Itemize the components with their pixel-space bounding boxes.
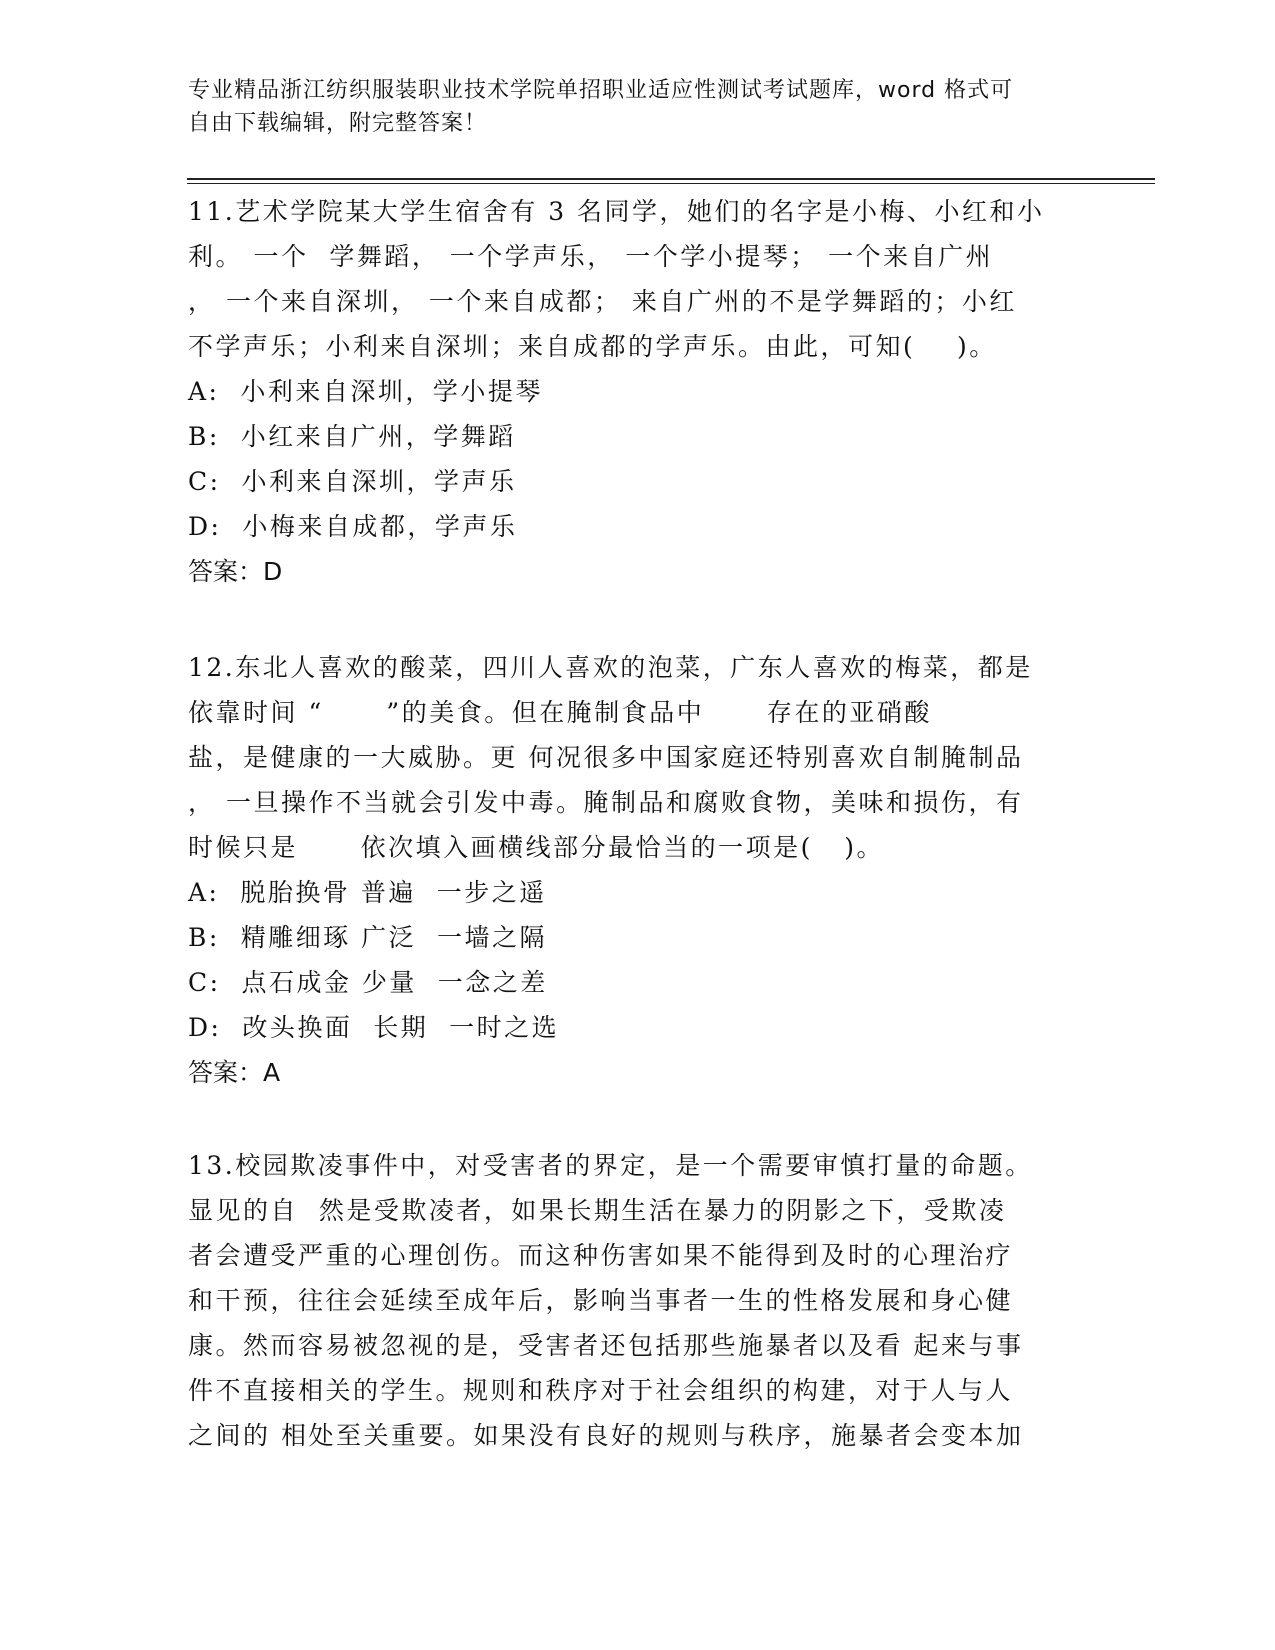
question-12 bbox=[188, 645, 1068, 1095]
question-text-line: 时候只是 依次填入画横线部分最恰当的一项是( )。 bbox=[188, 833, 885, 862]
question-text-line: 11.艺术学院某大学生宿舍有 3 名同学，她们的名字是小梅、小红和小 bbox=[188, 197, 1045, 226]
question-text-line: 利。 一个 学舞蹈， 一个学声乐， 一个学小提琴； 一个来自广州 bbox=[188, 242, 994, 271]
question-text-line: 和干预，往往会延续至成年后，影响当事者一生的性格发展和身心健 bbox=[188, 1286, 1014, 1315]
question-text-line: 12.东北人喜欢的酸菜，四川人喜欢的泡菜，广东人喜欢的梅菜，都是 bbox=[188, 653, 1033, 682]
question-text-line: ， 一旦操作不当就会引发中毒。腌制品和腐败食物，美味和损伤，有 bbox=[188, 788, 1024, 817]
header-rule-thick bbox=[187, 178, 1155, 180]
question-text-line: 盐，是健康的一大威胁。更 何况很多中国家庭还特别喜欢自制腌制品 bbox=[188, 743, 1024, 772]
question-11 bbox=[188, 189, 1068, 594]
question-text-line: 不学声乐；小利来自深圳；来自成都的学声乐。由此，可知( )。 bbox=[188, 332, 997, 361]
option-a: A: 脱胎换骨 普遍 一步之遥 bbox=[188, 878, 547, 907]
question-text-line: 依靠时间 “ ”的美食。但在腌制食品中 存在的亚硝酸 bbox=[188, 698, 932, 727]
option-b: B: 精雕细琢 广泛 一墙之隔 bbox=[188, 923, 548, 952]
question-text-line: 13.校园欺凌事件中，对受害者的界定，是一个需要审慎打量的命题。 bbox=[188, 1151, 1033, 1180]
question-text-line: 件不直接相关的学生。规则和秩序对于社会组织的构建，对于人与人 bbox=[188, 1376, 1014, 1405]
question-text-line: 显见的自 然是受欺凌者，如果长期生活在暴力的阴影之下，受欺凌 bbox=[188, 1196, 1007, 1225]
option-c: C: 小利来自深圳，学声乐 bbox=[188, 467, 517, 496]
option-d: D: 小梅来自成都，学声乐 bbox=[188, 512, 518, 541]
document-header bbox=[188, 74, 1068, 140]
header-rule-thin bbox=[187, 183, 1155, 184]
question-text-line: ， 一个来自深圳， 一个来自成都； 来自广州的不是学舞蹈的；小红 bbox=[188, 287, 1017, 316]
header-line-1: 专业精品浙江纺织服装职业技术学院单招职业适应性测试考试题库，word 格式可 bbox=[188, 78, 1014, 103]
question-text-line: 康。然而容易被忽视的是，受害者还包括那些施暴者以及看 起来与事 bbox=[188, 1331, 1024, 1360]
header-line-2: 自由下载编辑，附完整答案！ bbox=[188, 111, 488, 136]
option-a: A: 小利来自深圳，学小提琴 bbox=[188, 377, 543, 406]
option-d: D: 改头换面 长期 一时之选 bbox=[188, 1013, 560, 1042]
option-c: C: 点石成金 少量 一念之差 bbox=[188, 968, 548, 997]
option-b: B: 小红来自广州，学舞蹈 bbox=[188, 422, 516, 451]
answer: 答案：A bbox=[188, 1058, 281, 1087]
question-text-line: 之间的 相处至关重要。如果没有良好的规则与秩序，施暴者会变本加 bbox=[188, 1421, 1024, 1450]
answer: 答案：D bbox=[188, 557, 283, 586]
question-text-line: 者会遭受严重的心理创伤。而这种伤害如果不能得到及时的心理治疗 bbox=[188, 1241, 1014, 1270]
question-13 bbox=[188, 1143, 1068, 1458]
